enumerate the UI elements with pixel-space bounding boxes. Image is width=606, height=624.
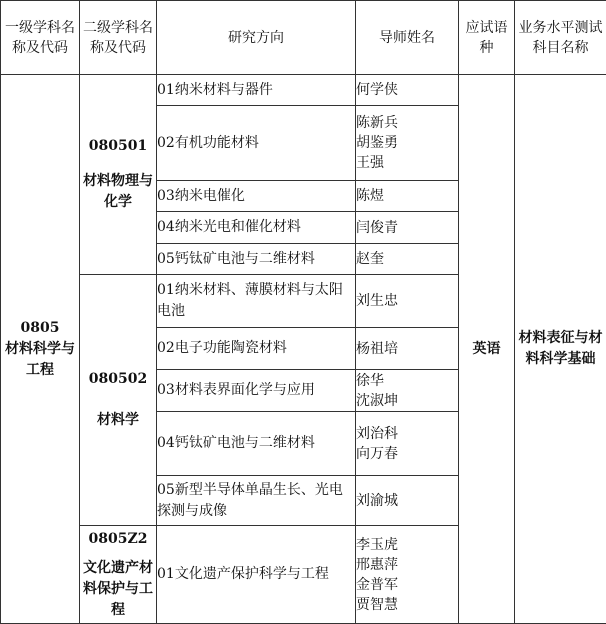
table-row (1, 75, 606, 106)
direction-cell: 05新型半导体单晶生长、光电探测与成像 (157, 476, 356, 526)
exam-cell: 材料表征与材料科学基础 (515, 75, 606, 624)
sub1-code: 080501 (80, 136, 156, 157)
sub1-name: 材料物理与化学 (80, 171, 156, 213)
direction-cell: 04纳米光电和催化材料 (157, 212, 356, 244)
advisor-name: 何学侠 (356, 80, 458, 100)
direction-cell: 03纳米电催化 (157, 181, 356, 212)
header-level2: 二级学科名称及代码 (80, 1, 157, 75)
advisor-name: 陈煜 (356, 186, 458, 206)
advisor-name: 沈淑坤 (356, 391, 458, 411)
header-exam: 业务水平测试科目名称 (515, 1, 606, 75)
advisor-name: 向万春 (356, 444, 458, 464)
header-direction: 研究方向 (157, 1, 356, 75)
advisor-name: 刘渝城 (356, 491, 458, 511)
advisor-name: 杨祖培 (356, 339, 458, 359)
header-row (1, 1, 606, 75)
sub3-code: 0805Z2 (80, 529, 156, 550)
advisor-cell (356, 328, 459, 370)
advisor-name: 王强 (356, 153, 458, 173)
sub2-code: 080502 (80, 369, 156, 390)
advisor-name: 赵奎 (356, 249, 458, 269)
direction-cell: 02电子功能陶瓷材料 (157, 328, 356, 370)
advisor-cell (356, 106, 459, 181)
header-advisor: 导师姓名 (356, 1, 459, 75)
direction-cell: 01纳米材料与器件 (157, 75, 356, 106)
advisor-name: 邢惠萍 (356, 555, 458, 575)
direction-cell: 02有机功能材料 (157, 106, 356, 181)
advisor-name: 李玉虎 (356, 535, 458, 555)
direction-cell: 04钙钛矿电池与二维材料 (157, 412, 356, 476)
advisor-name: 胡鉴勇 (356, 133, 458, 153)
advisor-name: 贾智慧 (356, 595, 458, 615)
language-cell: 英语 (459, 75, 515, 624)
advisor-cell (356, 75, 459, 106)
advisor-name: 徐华 (356, 371, 458, 391)
advisor-cell (356, 212, 459, 244)
header-language: 应试语种 (459, 1, 515, 75)
sub2-name: 材料学 (80, 410, 156, 431)
level1-name: 材料科学与工程 (1, 339, 79, 381)
sub3-cell (80, 526, 157, 624)
level1-code: 0805 (1, 318, 79, 339)
direction-cell: 03材料表界面化学与应用 (157, 370, 356, 412)
advisor-cell (356, 244, 459, 275)
advisor-name: 刘生忠 (356, 291, 458, 311)
advisor-name: 陈新兵 (356, 113, 458, 133)
advisor-cell (356, 370, 459, 412)
advisor-name: 刘治科 (356, 424, 458, 444)
direction-cell: 05钙钛矿电池与二维材料 (157, 244, 356, 275)
advisor-name: 金普军 (356, 575, 458, 595)
advisor-cell (356, 526, 459, 624)
level1-cell (1, 75, 80, 624)
header-level1: 一级学科名称及代码 (1, 1, 80, 75)
direction-cell: 01纳米材料、薄膜材料与太阳电池 (157, 275, 356, 328)
sub3-name: 文化遗产材料保护与工程 (80, 558, 156, 621)
advisor-cell (356, 275, 459, 328)
advisor-name: 闫俊青 (356, 218, 458, 238)
direction-cell: 01文化遗产保护科学与工程 (157, 526, 356, 624)
sub1-cell (80, 75, 157, 275)
advisor-cell (356, 181, 459, 212)
advisor-cell (356, 412, 459, 476)
advisor-cell (356, 476, 459, 526)
sub2-cell (80, 275, 157, 526)
